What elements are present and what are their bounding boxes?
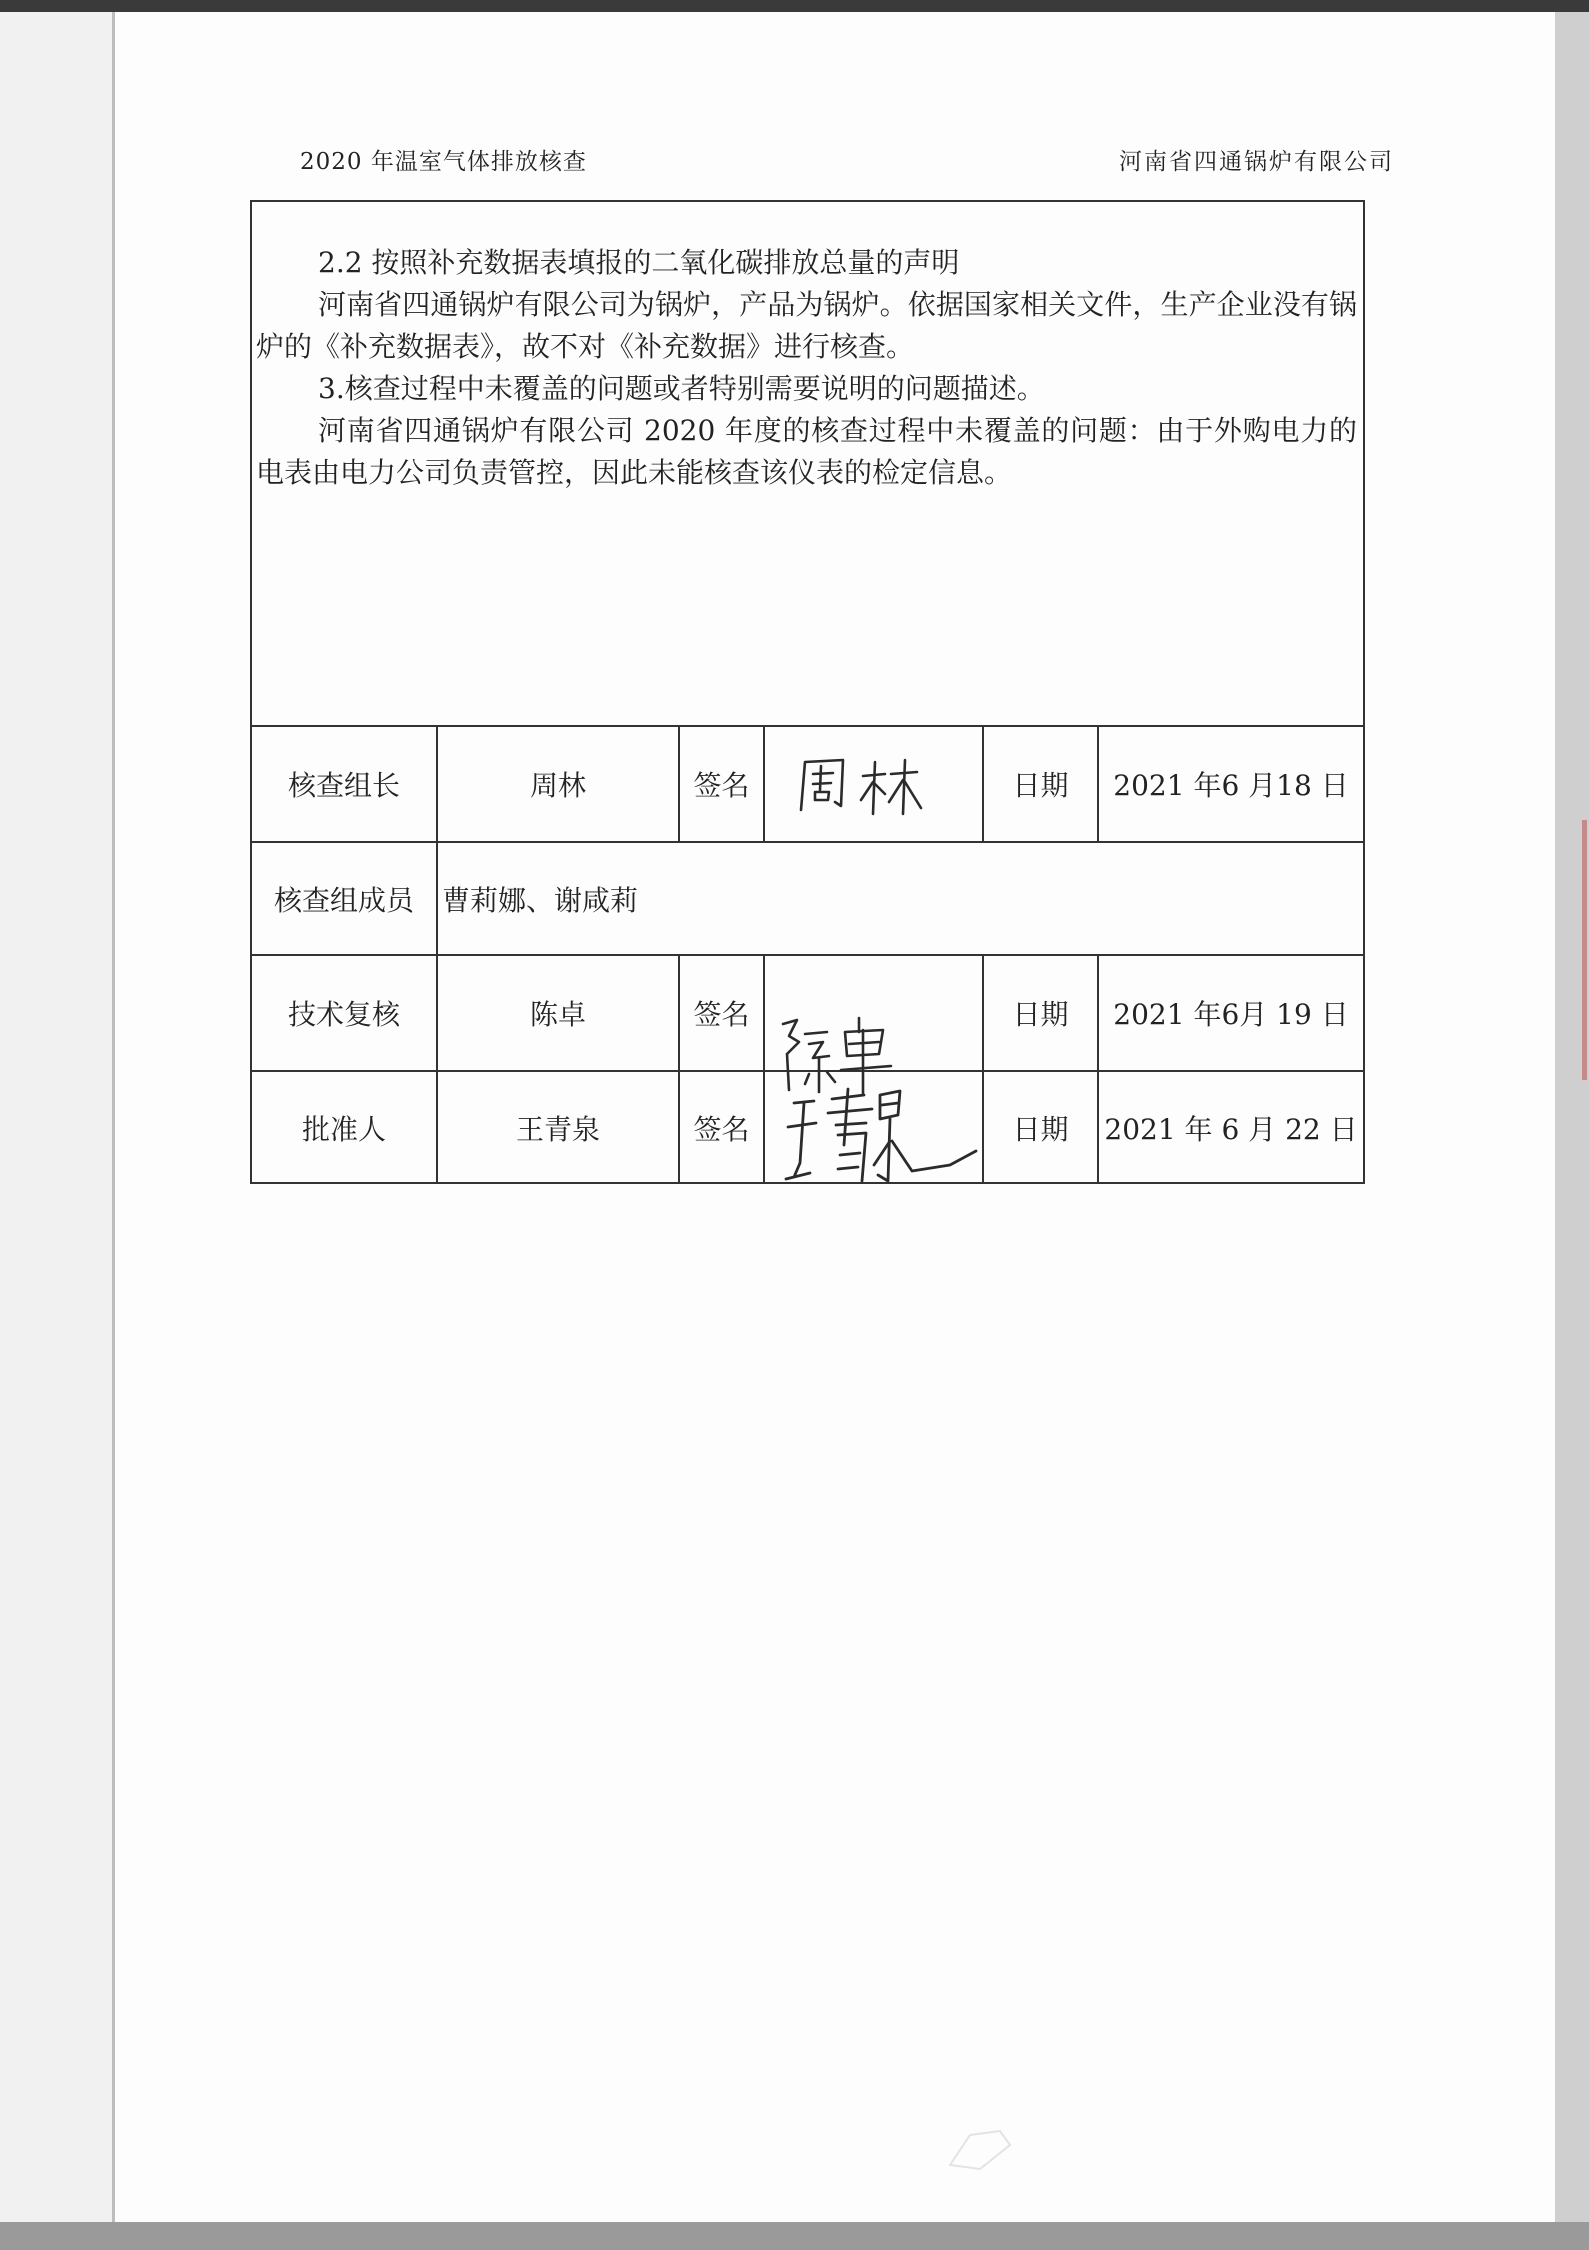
technical-reviewer-name: 陈卓 [436,956,678,1070]
section-2-2-text: 河南省四通锅炉有限公司为锅炉，产品为锅炉。依据国家相关文件，生产企业没有锅炉的《补充数据表》，故不对《补充数据》进行核查。 [256,288,1357,363]
approver-sign-label: 签名 [678,1072,763,1184]
technical-review-sign-label: 签名 [678,956,763,1070]
header-company-name: 河南省四通锅炉有限公司 [1119,149,1394,175]
team-leader-date-label: 日期 [982,727,1097,841]
row-team-members [252,841,1363,954]
signature-approver [780,1085,980,1195]
team-members-names: 曹莉娜、谢咸莉 [436,843,1363,954]
team-leader-sign-label: 签名 [678,727,763,841]
team-leader-date: 2021 年6 月18 日 [1097,727,1363,841]
statement-section [252,202,1363,727]
section-3-text: 河南省四通锅炉有限公司 2020 年度的核查过程中未覆盖的问题：由于外购电力的电表由电力公司负责管控，因此未能核查该仪表的检定信息。 [256,414,1357,489]
page-edge-mark [1582,820,1587,1080]
header-report-title: 2020 年温室气体排放核查 [300,149,587,175]
approver-name: 王青泉 [436,1072,678,1184]
approver-date: 2021 年 6 月 22 日 [1097,1072,1363,1184]
section-2-2-title: 2.2 按照补充数据表填报的二氧化碳排放总量的声明 [318,246,960,279]
faint-stamp-mark [940,2125,1020,2175]
technical-review-label: 技术复核 [287,998,400,1031]
scan-right-border [1555,12,1589,2250]
facing-page-edge [0,12,115,2250]
approver-date-label: 日期 [982,1072,1097,1184]
team-leader-label: 核查组长 [287,769,400,802]
team-leader-name: 周林 [436,727,678,841]
technical-review-date: 2021 年6月 19 日 [1097,956,1363,1070]
technical-review-date-label: 日期 [982,956,1097,1070]
team-members-label: 核查组成员 [273,883,414,917]
scan-bottom-border [0,2222,1589,2250]
signature-team-leader [795,752,925,822]
scan-top-border [0,0,1589,12]
section-3-title: 3.核查过程中未覆盖的问题或者特别需要说明的问题描述。 [318,372,1045,405]
approver-label: 批准人 [301,1113,386,1146]
